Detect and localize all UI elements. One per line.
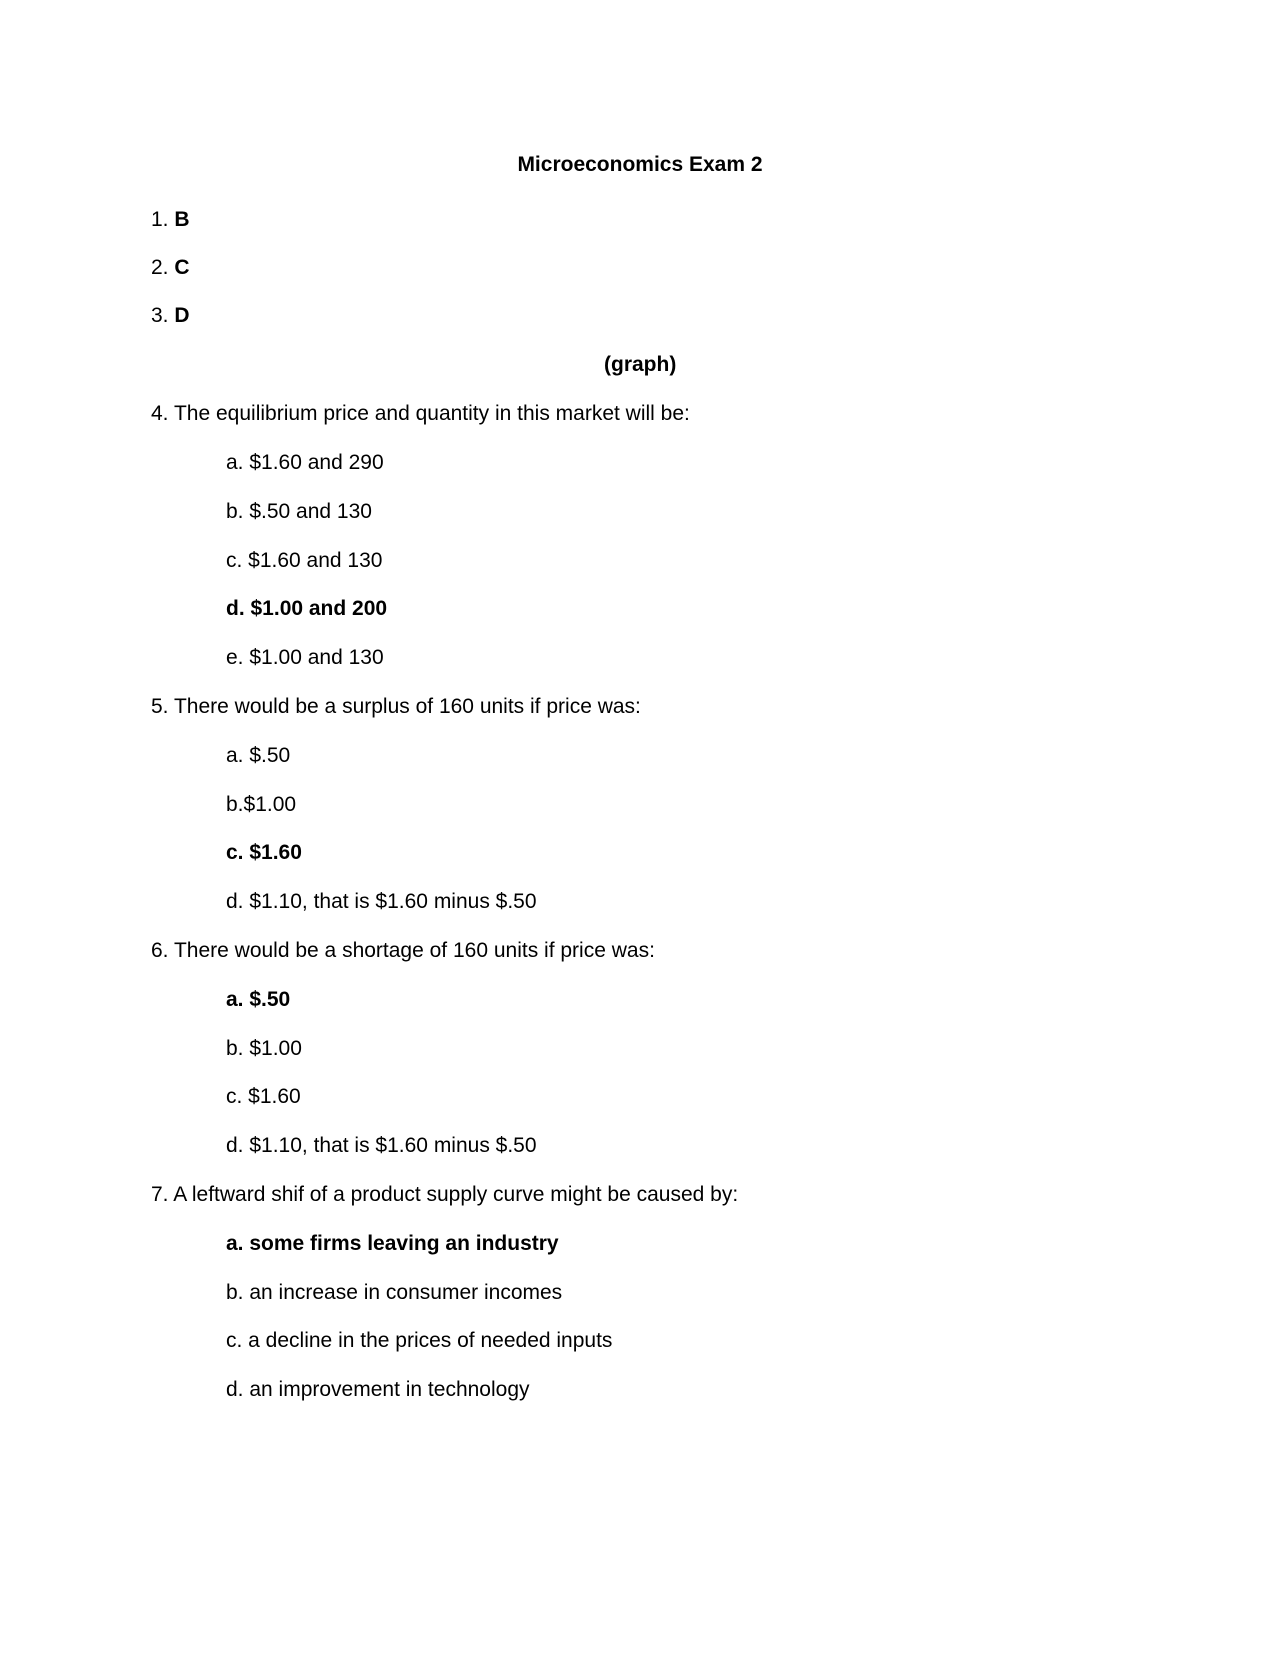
- question-7-option-a-correct: a. some firms leaving an industry: [226, 1232, 559, 1255]
- short-answer-3: [151, 303, 190, 329]
- question-6-option-a-correct: a. $.50: [226, 988, 291, 1011]
- graph-placeholder-label: (graph): [604, 353, 677, 376]
- question-number: 1.: [151, 208, 169, 231]
- answer-letter: D: [174, 304, 190, 327]
- short-answer-1: [151, 207, 190, 233]
- answer-letter: C: [174, 256, 190, 279]
- question-5-option-b: b.$1.00: [226, 793, 297, 816]
- question-5-option-d: d. $1.10, that is $1.60 minus $.50: [226, 890, 537, 913]
- answer-letter: B: [174, 208, 190, 231]
- question-6-option-c: c. $1.60: [226, 1085, 301, 1108]
- short-answer-2: [151, 255, 190, 281]
- question-7-option-d: d. an improvement in technology: [226, 1378, 530, 1401]
- question-6-stem: 6. There would be a shortage of 160 units if price was:: [151, 939, 655, 962]
- document-title: Microeconomics Exam 2: [517, 153, 763, 176]
- question-4-option-d-correct: d. $1.00 and 200: [226, 597, 388, 620]
- question-4-option-c: c. $1.60 and 130: [226, 549, 383, 572]
- question-4-option-b: b. $.50 and 130: [226, 500, 372, 523]
- question-7-option-b: b. an increase in consumer incomes: [226, 1281, 563, 1304]
- question-4-option-e: e. $1.00 and 130: [226, 646, 384, 669]
- question-6-option-b: b. $1.00: [226, 1037, 302, 1060]
- question-5-option-c-correct: c. $1.60: [226, 841, 302, 864]
- question-4-option-a: a. $1.60 and 290: [226, 451, 384, 474]
- question-4-stem: 4. The equilibrium price and quantity in this market will be:: [151, 402, 690, 425]
- question-7-option-c: c. a decline in the prices of needed inputs: [226, 1329, 613, 1352]
- question-5-stem: 5. There would be a surplus of 160 units if price was:: [151, 695, 641, 718]
- question-number: 3.: [151, 304, 169, 327]
- question-5-option-a: a. $.50: [226, 744, 291, 767]
- question-7-stem: 7. A leftward shif of a product supply curve might be caused by:: [151, 1183, 739, 1206]
- question-number: 2.: [151, 256, 169, 279]
- question-6-option-d: d. $1.10, that is $1.60 minus $.50: [226, 1134, 537, 1157]
